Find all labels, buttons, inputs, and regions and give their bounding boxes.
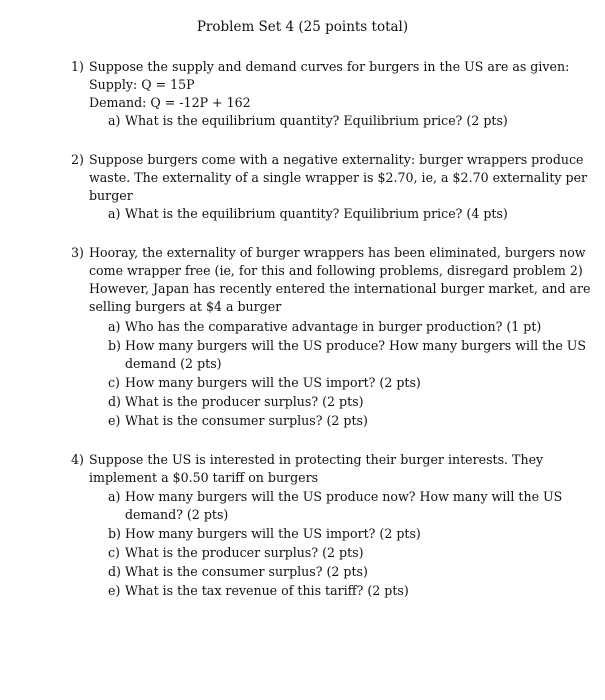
question-3-text: selling burgers at $4 a burger (89, 299, 282, 314)
question-3e-label: e) (108, 413, 121, 428)
question-1-demand: Demand: Q = -12P + 162 (89, 95, 251, 110)
question-4e-text: What is the tax revenue of this tariff? (2 pts) (125, 583, 409, 598)
question-3c-label: c) (108, 375, 120, 390)
question-4a-text: How many burgers will the US produce now? How many will the US (125, 489, 563, 504)
question-4b-text: How many burgers will the US import? (2 pts) (125, 526, 421, 541)
question-1a-label: a) (108, 113, 121, 128)
question-4c-label: c) (108, 545, 120, 560)
question-1-text: Suppose the supply and demand curves for burgers in the US are as given: (89, 59, 570, 74)
question-3a-text: Who has the comparative advantage in burger production? (1 pt) (125, 319, 542, 334)
question-2-text: Suppose burgers come with a negative externality: burger wrappers produce (89, 152, 584, 167)
question-4a-label: a) (108, 489, 121, 504)
question-3d-text: What is the producer surplus? (2 pts) (125, 394, 364, 409)
question-3-number: 3) (71, 245, 84, 260)
question-2-text: burger (89, 188, 133, 203)
page-title: Problem Set 4 (25 points total) (196, 19, 409, 35)
question-4-number: 4) (71, 452, 84, 467)
question-3e-text: What is the consumer surplus? (2 pts) (125, 413, 368, 428)
question-3d-label: d) (108, 394, 121, 409)
question-1-number: 1) (71, 59, 84, 74)
question-3a-label: a) (108, 319, 121, 334)
question-4e-label: e) (108, 583, 121, 598)
question-4-text: implement a $0.50 tariff on burgers (89, 470, 319, 485)
question-2a-text: What is the equilibrium quantity? Equilibrium price? (4 pts) (125, 206, 508, 221)
question-3c-text: How many burgers will the US import? (2 pts) (125, 375, 421, 390)
question-4d-text: What is the consumer surplus? (2 pts) (125, 564, 368, 579)
question-2-number: 2) (71, 152, 84, 167)
question-3-text: Hooray, the externality of burger wrappers has been eliminated, burgers now (89, 245, 586, 260)
question-4a-text: demand? (2 pts) (125, 507, 229, 522)
question-4d-label: d) (108, 564, 121, 579)
question-2-text: waste. The externality of a single wrapper is $2.70, ie, a $2.70 externality per (89, 170, 588, 185)
question-1a-text: What is the equilibrium quantity? Equilibrium price? (2 pts) (125, 113, 508, 128)
question-4c-text: What is the producer surplus? (2 pts) (125, 545, 364, 560)
question-4b-label: b) (108, 526, 121, 541)
question-3b-text: demand (2 pts) (125, 356, 222, 371)
question-1-supply: Supply: Q = 15P (89, 77, 195, 92)
question-3-text: However, Japan has recently entered the international burger market, and are (89, 281, 591, 296)
question-3-text: come wrapper free (ie, for this and following problems, disregard problem 2) (89, 263, 583, 278)
question-4-text: Suppose the US is interested in protecting their burger interests. They (89, 452, 544, 467)
question-3b-text: How many burgers will the US produce? How many burgers will the US (125, 338, 587, 353)
question-3b-label: b) (108, 338, 121, 353)
question-2a-label: a) (108, 206, 121, 221)
